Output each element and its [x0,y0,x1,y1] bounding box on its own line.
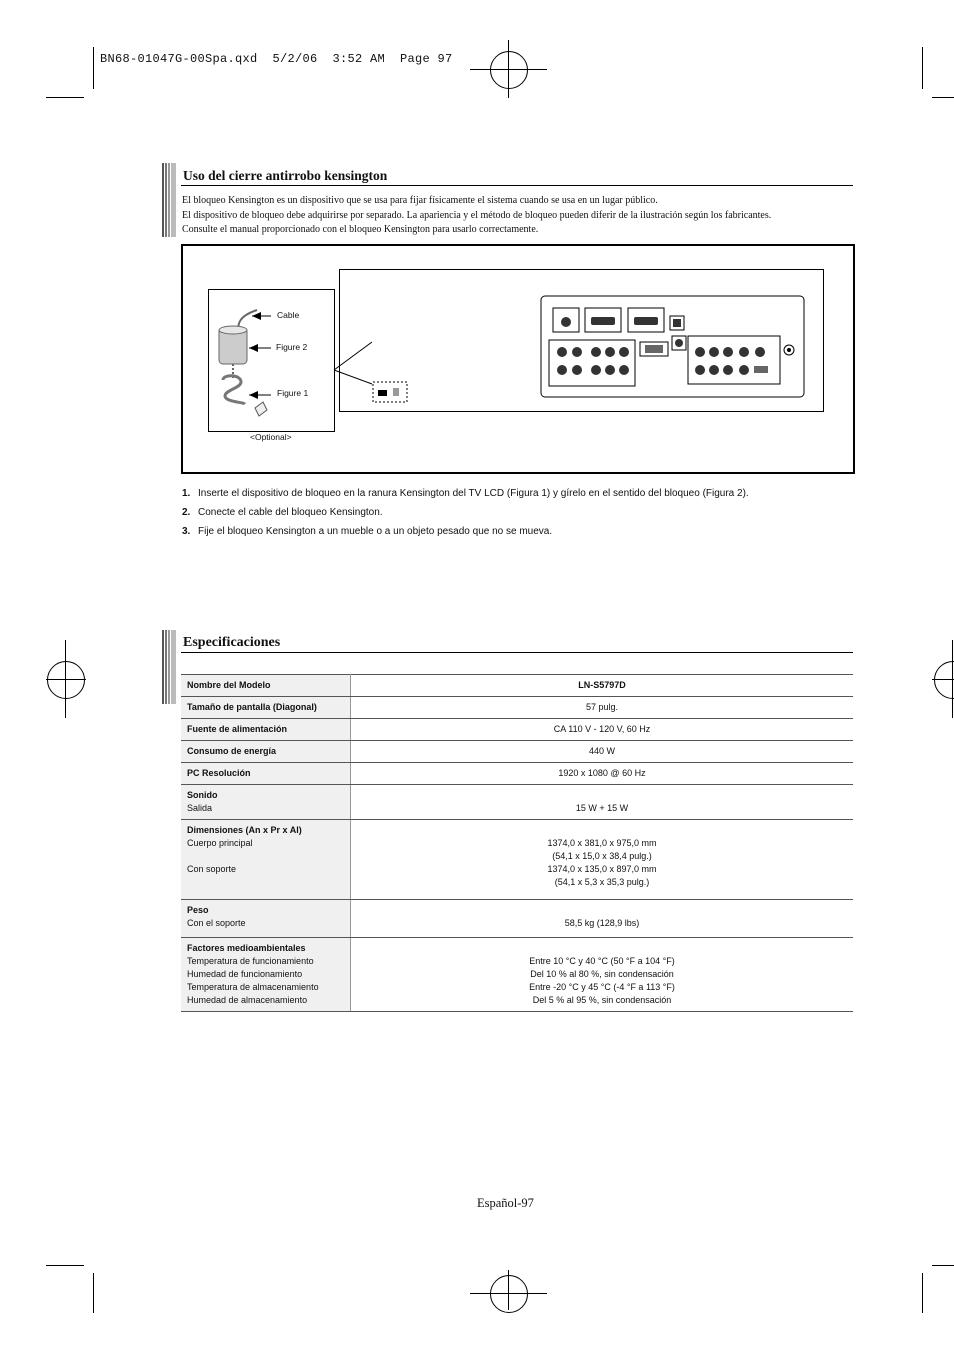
section-title-specs: Especificaciones [183,635,281,650]
spec-value: Del 5 % al 95 %, sin condensación [532,995,672,1005]
label-optional: <Optional> [250,432,292,442]
table-row [181,675,853,697]
spec-label: PC Resolución [181,763,351,785]
spec-label: Nombre del Modelo [181,675,351,697]
crop-mark [922,1273,923,1313]
table-row [181,938,853,1012]
spec-sublabel: Temperatura de almacenamiento [187,982,319,992]
table-row [181,719,853,741]
kensington-lock-illustration [209,290,334,431]
crop-mark [46,1265,84,1266]
spec-value-cell [351,820,854,900]
spec-value: Entre -20 °C y 45 °C (-4 °F a 113 °F) [529,982,675,992]
table-row [181,785,853,820]
crop-mark [93,47,94,89]
label-figure-1: Figure 1 [277,388,309,398]
intro-paragraph: Consulte el manual proporcionado con el bloqueo Kensington para usarlo correctamente. [182,224,539,235]
registration-line [508,40,509,98]
step-item [182,522,862,541]
spec-sublabel: Con soporte [187,864,237,874]
spec-label: Dimensiones (An x Pr x Al) [187,825,302,835]
spec-label-cell [181,900,351,938]
section-rule [181,185,853,186]
spec-label: Peso [187,905,209,915]
spec-value: 57 pulg. [351,697,854,719]
spec-sublabel: Humedad de almacenamiento [187,995,308,1005]
spec-sublabel: Temperatura de funcionamiento [187,956,314,966]
registration-line [952,640,953,718]
intro-paragraph: El dispositivo de bloqueo debe adquirirse por separado. La apariencia y el método de bloqueo pueden diferir de la ilustración según los fabricantes. [182,209,772,221]
spec-value-cell [351,900,854,938]
spec-value: 1374,0 x 135,0 x 897,0 mm [547,864,657,874]
registration-line [46,679,86,680]
step-text: Fije el bloqueo Kensington a un mueble o a un objeto pesado que no se mueva. [198,526,553,537]
section-bar [162,630,176,704]
spec-value: LN-S5797D [351,675,854,697]
tv-rear-panel [339,269,824,412]
rear-panel-illustration [340,270,823,411]
spec-sublabel: Con el soporte [187,918,246,928]
spec-value: CA 110 V - 120 V, 60 Hz [351,719,854,741]
spec-value: Del 10 % al 80 %, sin condensación [530,969,674,979]
registration-line [932,679,954,680]
spec-value-cell [351,785,854,820]
spec-value: 58,5 kg (128,9 lbs) [564,918,640,928]
table-row [181,697,853,719]
crop-mark [932,1265,954,1266]
page-number: Español-97 [477,1196,534,1210]
spec-label: Consumo de energía [181,741,351,763]
spec-sublabel: Cuerpo principal [187,838,253,848]
registration-mark [490,51,528,89]
specifications-table [181,674,853,1012]
crop-mark [922,47,923,89]
intro-text [182,194,854,238]
spec-label: Sonido [187,790,218,800]
spec-value: 1920 x 1080 @ 60 Hz [351,763,854,785]
label-cable: Cable [277,310,300,320]
step-number: 2. [182,507,191,518]
registration-mark [490,1275,528,1313]
registration-mark [934,661,954,699]
registration-line [508,1270,509,1310]
spec-value: Entre 10 °C y 40 °C (50 °F a 104 °F) [529,956,675,966]
spec-label-cell [181,820,351,900]
instruction-steps [182,484,862,541]
spec-value-cell [351,938,854,1012]
spec-label-cell [181,938,351,1012]
step-item [182,503,862,522]
print-slug: BN68-01047G-00Spa.qxd 5/2/06 3:52 AM Page 97 [100,52,453,66]
spec-label: Factores medioambientales [187,943,306,953]
section-title-kensington: Uso del cierre antirrobo kensington [183,168,388,183]
spec-label: Tamaño de pantalla (Diagonal) [181,697,351,719]
spec-sublabel: Salida [187,803,213,813]
step-number: 3. [182,526,191,537]
crop-mark [932,97,954,98]
spec-value: (54,1 x 5,3 x 35,3 pulg.) [554,877,650,887]
section-rule [181,652,853,653]
section-bar [162,163,176,237]
step-number: 1. [182,488,191,499]
registration-mark [47,661,85,699]
table-row [181,763,853,785]
registration-line [65,640,66,718]
table-row [181,900,853,938]
spec-value: 1374,0 x 381,0 x 975,0 mm [547,838,657,848]
crop-mark [46,97,84,98]
table-row [181,820,853,900]
step-item [182,484,862,503]
lock-inset [208,289,335,432]
intro-paragraph: El bloqueo Kensington es un dispositivo que se usa para fijar físicamente el sistema cuando se usa en un lugar público. [182,195,658,206]
crop-mark [93,1273,94,1313]
spec-value: 15 W + 15 W [575,803,629,813]
label-figure-2: Figure 2 [276,342,308,352]
spec-label-cell [181,785,351,820]
step-text: Inserte el dispositivo de bloqueo en la ranura Kensington del TV LCD (Figura 1) y gírelo en el sentido del bloqueo (Figura 2). [198,488,749,499]
spec-label: Fuente de alimentación [181,719,351,741]
step-text: Conecte el cable del bloqueo Kensington. [198,507,383,518]
spec-sublabel: Humedad de funcionamiento [187,969,303,979]
spec-value: 440 W [351,741,854,763]
table-row [181,741,853,763]
spec-value: (54,1 x 15,0 x 38,4 pulg.) [552,851,652,861]
